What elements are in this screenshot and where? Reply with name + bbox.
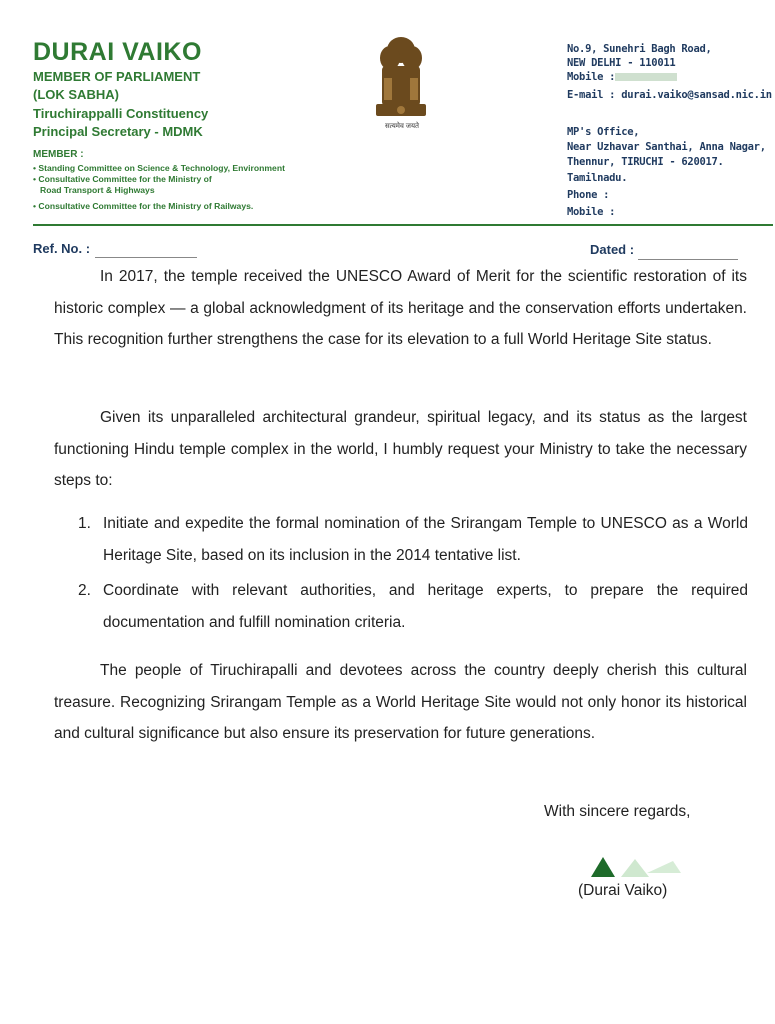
office-address-line: Tamilnadu. xyxy=(567,172,628,184)
letterhead-divider xyxy=(33,224,773,226)
office-address-line: MP's Office, xyxy=(567,126,640,138)
dated-blank xyxy=(638,259,738,260)
office-address-line: Near Uzhavar Santhai, Anna Nagar, xyxy=(567,141,766,153)
redacted-mobile xyxy=(615,73,677,81)
email: E-mail : durai.vaiko@sansad.nic.in xyxy=(567,89,772,101)
letterhead-name: DURAI VAIKO xyxy=(33,38,202,66)
closing: With sincere regards, xyxy=(544,803,691,820)
office-mobile: Mobile : xyxy=(567,206,616,218)
paragraph-2: Given its unparalleled architectural grandeur, spiritual legacy, and its status as the largest functioning Hindu temple complex in the world, I humbly request your Ministry to take the necessary steps to: xyxy=(54,409,747,489)
member-heading: MEMBER : xyxy=(33,149,84,160)
member-item: • Consultative Committee for the Ministry of xyxy=(33,174,212,184)
office-address-line: Thennur, TIRUCHI - 620017. xyxy=(567,156,724,168)
delhi-address-line: NEW DELHI - 110011 xyxy=(567,57,676,69)
ref-blank xyxy=(95,257,197,258)
list-number: 2. xyxy=(78,582,91,599)
paragraph-3: The people of Tiruchirapalli and devotees across the country deeply cherish this cultural treasure. Recognizing Srirangam Temple as a World Heritage Site would not only honor its historical and cultural significance but also ensure its preservation for future generations. xyxy=(54,662,747,742)
emblem-caption: सत्यमेव जयते xyxy=(384,123,420,130)
list-number: 1. xyxy=(78,515,91,532)
state-emblem-icon xyxy=(370,28,432,133)
constituency: Tiruchirappalli Constituency xyxy=(33,106,209,121)
office-phone: Phone : xyxy=(567,189,610,201)
signer-name: (Durai Vaiko) xyxy=(578,882,668,899)
paragraph-1: In 2017, the temple received the UNESCO Award of Merit for the scientific restoration of its historic complex — a global acknowledgment of its heritage and the conservation efforts undertaken. This recognition further strengthens the case for its elevation to a full World Heritage Site status. xyxy=(54,268,747,348)
list-item-1: Initiate and expedite the formal nomination of the Srirangam Temple to UNESCO as a World Heritage Site, based on its inclusion in the 2014 tentative list. xyxy=(103,515,748,564)
ref-label: Ref. No. : xyxy=(33,241,91,256)
designation: MEMBER OF PARLIAMENT xyxy=(33,69,201,84)
party-role: Principal Secretary - MDMK xyxy=(33,124,203,139)
delhi-mobile: Mobile : xyxy=(567,71,616,83)
signature-mark-icon xyxy=(585,855,685,879)
member-item: • Standing Committee on Science & Technology, Environment xyxy=(33,163,285,173)
house: (LOK SABHA) xyxy=(33,87,119,102)
member-item: Road Transport & Highways xyxy=(40,185,155,195)
member-item: • Consultative Committee for the Ministry of Railways. xyxy=(33,201,254,211)
delhi-address-line: No.9, Sunehri Bagh Road, xyxy=(567,43,712,55)
dated-label: Dated : xyxy=(590,242,635,257)
list-item-2: Coordinate with relevant authorities, and heritage experts, to prepare the required documentation and fulfill nomination criteria. xyxy=(103,582,748,631)
